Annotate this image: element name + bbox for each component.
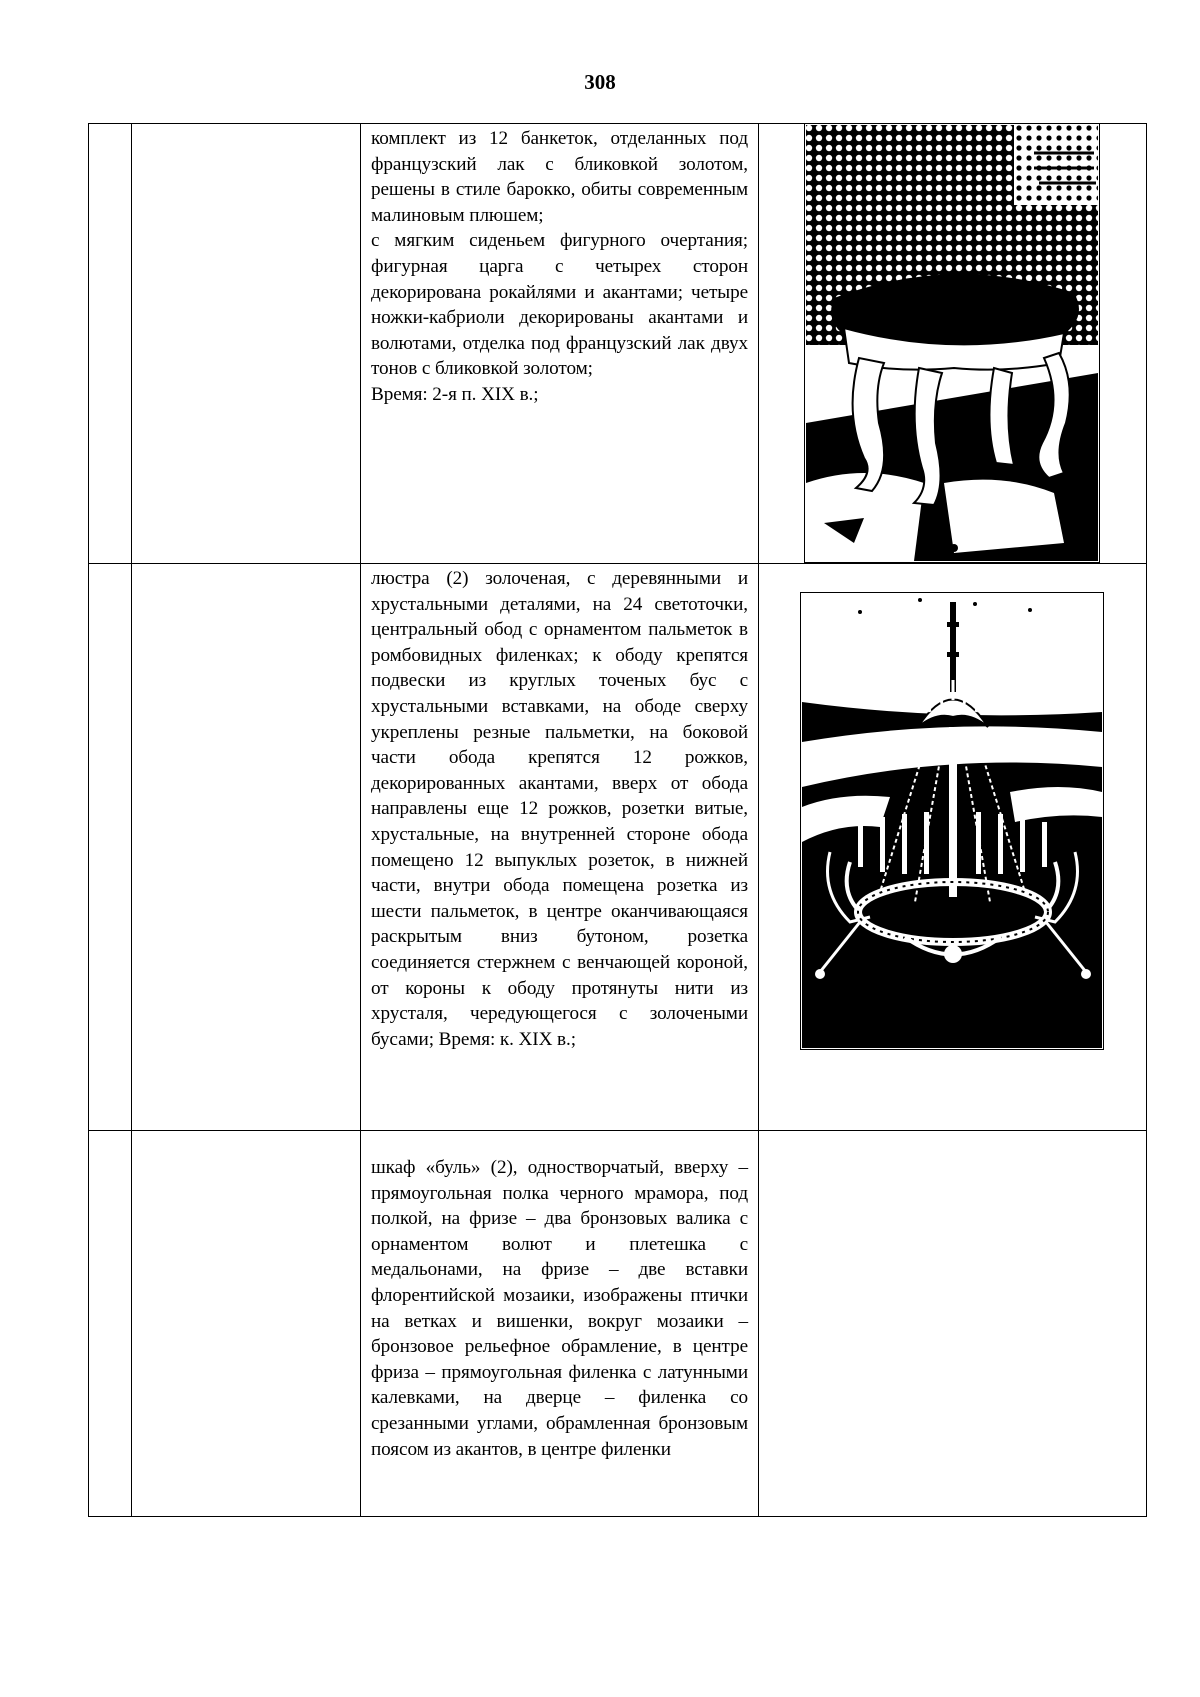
- name-cell: [132, 1131, 361, 1517]
- description-cell: [361, 124, 759, 564]
- name-cell: [132, 124, 361, 564]
- description-cell: [361, 1131, 759, 1517]
- description-cell: [361, 564, 759, 1131]
- name-cell: [132, 564, 361, 1131]
- description: [361, 564, 758, 1052]
- description: [361, 1131, 758, 1462]
- catalog-table: [88, 123, 1147, 1517]
- number-cell: [89, 124, 132, 564]
- table-row: [89, 124, 1147, 564]
- description-paragraph: люстра (2) золоченая, с деревянными и хрустальными деталями, на 24 светоточки, центральный обод с орнаментом пальметок в ромбовидных филенках; к ободу крепятся подвески из круглых точеных бус с хрустальными вставками, на ободе сверху укреплены резные пальметки, на боковой части обода крепятся 12 рожков, декорированных акантами, вверх от обода направлены еще 12 рожков, розетки витые, хрустальные, на внутренней стороне обода помещено 12 выпуклых розеток, в нижней части, внутри обода помещена розетка из шести пальметок, в центре оканчивающаяся раскрытым вниз бутоном, розетка соединяется стержнем с венчающей короной, от короны к ободу протянуты нити из хрусталя, чередующегося с золочеными бусами; Время: к. XIX в.;: [371, 568, 748, 1050]
- number-cell: [89, 1131, 132, 1517]
- description: [361, 124, 758, 408]
- banquette-photo: [804, 123, 1100, 563]
- description-paragraph: Время: 2-я п. XIX в.;: [371, 383, 539, 405]
- photo-cell: [759, 564, 1147, 1131]
- chandelier-photo: [800, 592, 1104, 1050]
- description-paragraph: с мягким сиденьем фигурного очертания; фигурная царга с четырех сторон декорирована рокайлями и акантами; четыре ножки-кабриоли декорированы акантами и волютами, отделка под французский лак двух тонов с бликовкой золотом;: [371, 230, 748, 380]
- table-row: [89, 1131, 1147, 1517]
- description-paragraph: шкаф «буль» (2), одностворчатый, вверху – прямоугольная полка черного мрамора, под полкой, на фризе – два бронзовых валика с орнаментом волют и плетешка с медальонами, на фризе – две вставки флорентийской мозаики, изображены птички на ветках и вишенки, вокруг мозаики – бронзовое рельефное обрамление, в центре фриза – прямоугольная филенка с латунными калевками, на дверце – филенка со срезанными углами, обрамленная бронзовым поясом из акантов, в центре филенки: [371, 1157, 748, 1460]
- description-paragraph: комплект из 12 банкеток, отделанных под французский лак с бликовкой золотом, решены в стиле барокко, обиты современным малиновым плюшем;: [371, 128, 748, 226]
- photo-cell: [759, 1131, 1147, 1517]
- photo-cell: [759, 124, 1147, 564]
- page-number: 308: [584, 70, 616, 94]
- number-cell: [89, 564, 132, 1131]
- table-row: [89, 564, 1147, 1131]
